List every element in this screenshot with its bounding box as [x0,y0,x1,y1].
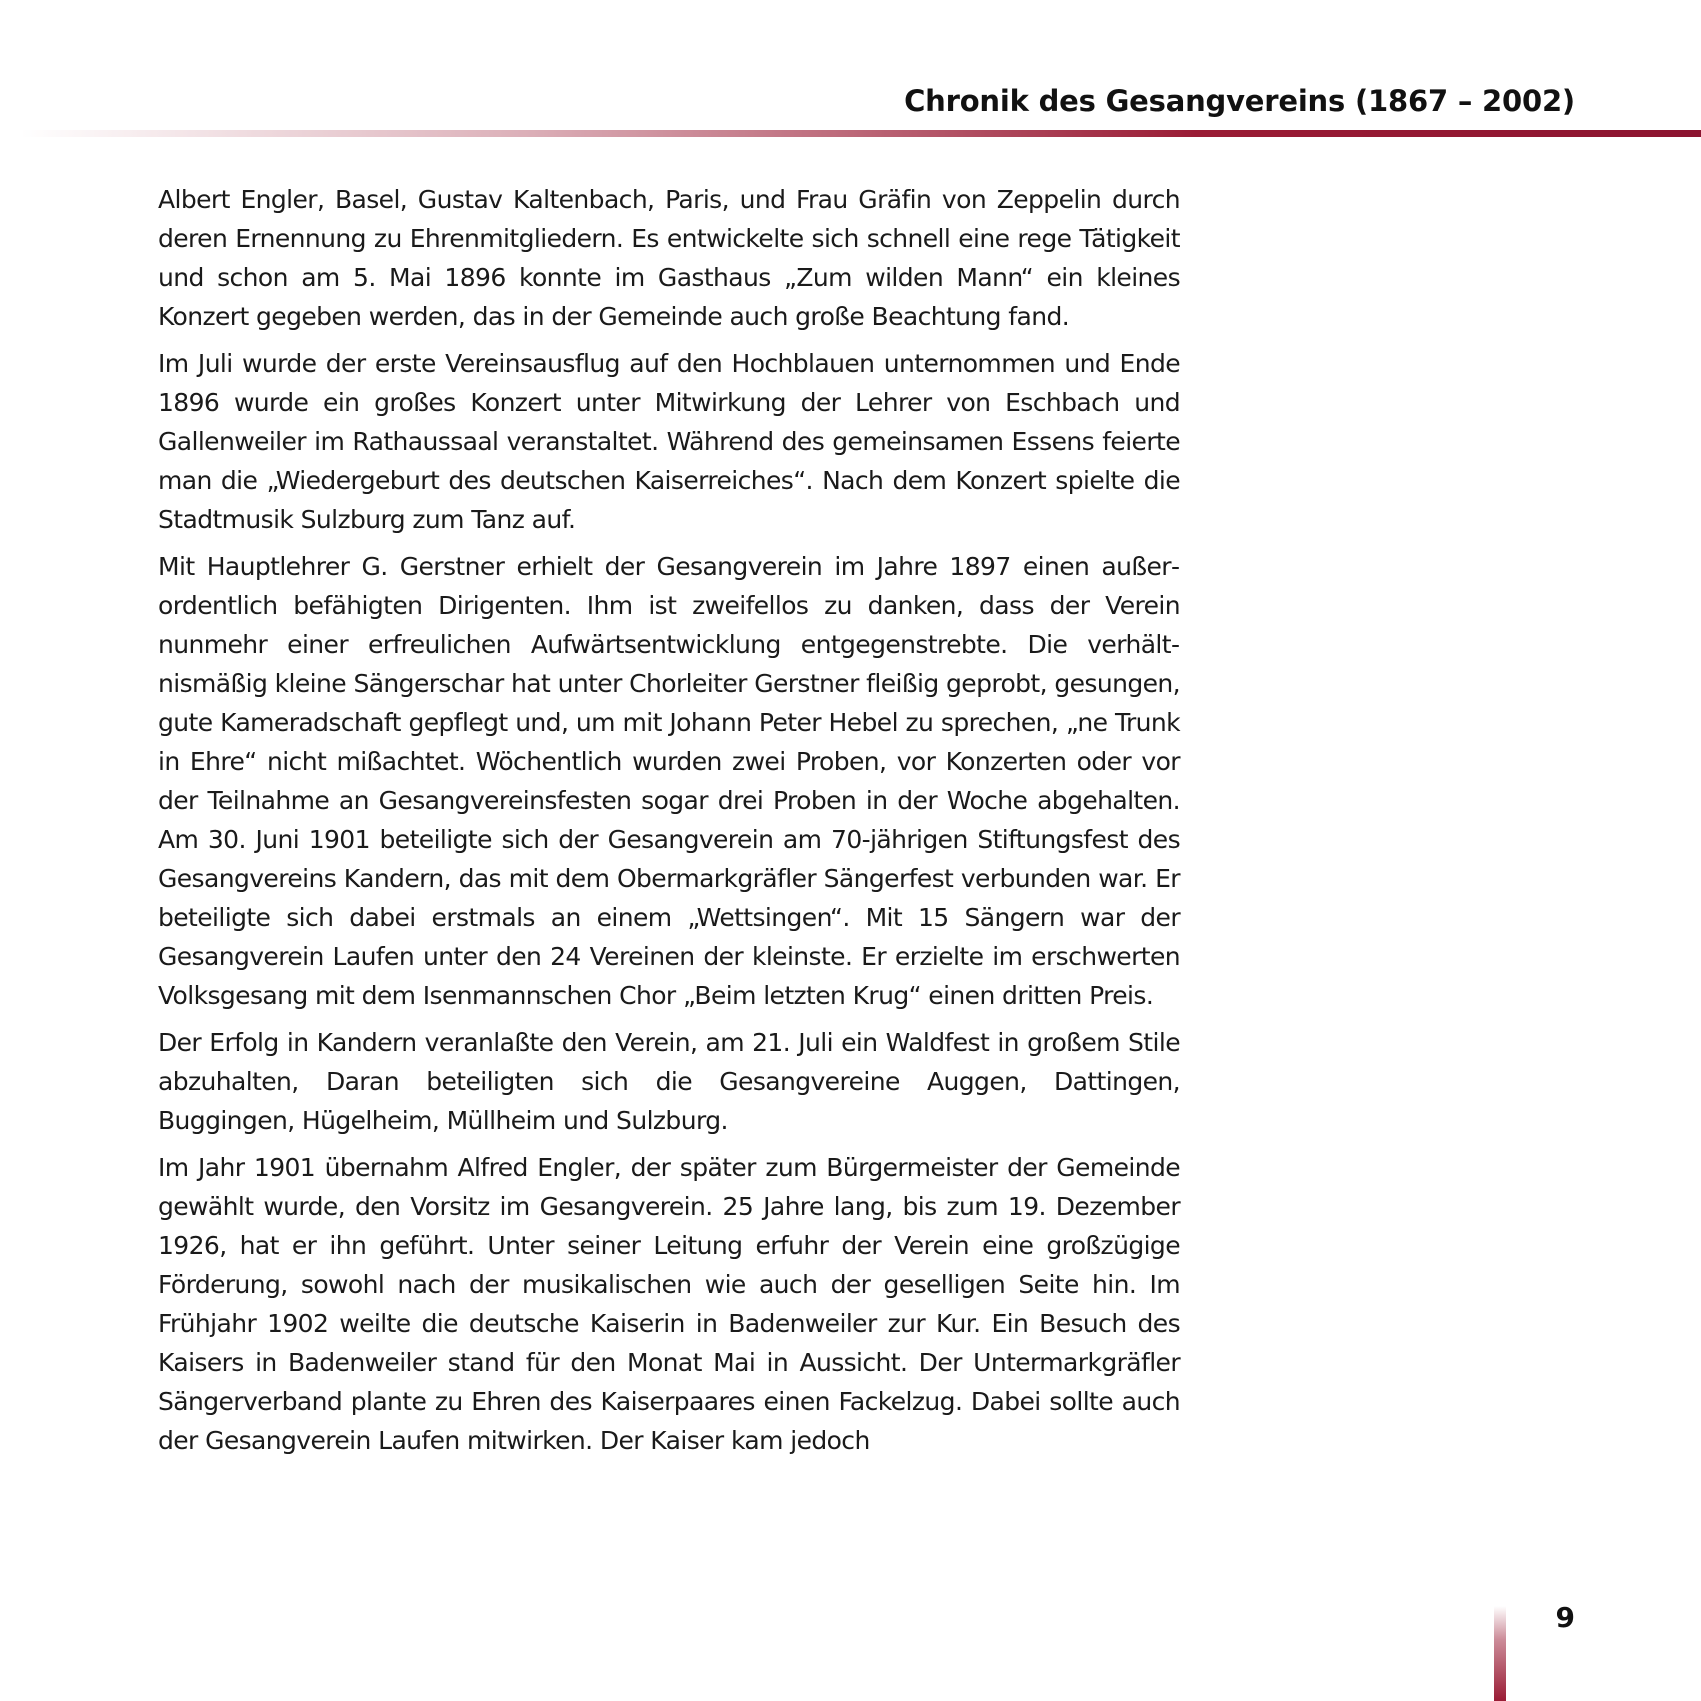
paragraph-1: Albert Engler, Basel, Gustav Kaltenbach, Paris, und Frau Gräfin von Zeppelin durch deren Ernennung zu Ehrenmitgliedern. Es entwickelte sich schnell eine rege Tätigkeit und schon am 5. Mai 1896 konnte im Gasthaus „Zum wilden Mann“ ein kleines Konzert gegeben werden, das in der Gemeinde auch große Beachtung fand. [158,185,1180,331]
paragraph-5: Im Jahr 1901 übernahm Alfred Engler, der später zum Bürgermeister der Gemeinde gewählt wurde, den Vorsitz im Gesangverein. 25 Jahre lang, bis zum 19. Dezember 1926, hat er ihn geführt. Unter seiner Leitung erfuhr der Verein eine großzügige Förderung, sowohl nach der musikalischen wie auch der geselligen Seite hin. Im Frühjahr 1902 weilte die deutsche Kaiserin in Badenweiler zur Kur. Ein Besuch des Kaisers in Badenweiler stand für den Monat Mai in Aussicht. Der Untermarkgräfler Sängerverband plante zu Ehren des Kaiserpaares einen Fackelzug. Dabei sollte auch der Gesangverein Laufen mitwirken. Der Kaiser kam jedoch [158,1153,1180,1455]
body-text [158,180,1180,1468]
page-number: 9 [1555,1601,1575,1634]
page-number-accent-bar [1494,1606,1506,1701]
paragraph-3: Mit Hauptlehrer G. Gerstner erhielt der Gesangverein im Jahre 1897 einen außerordentlich befähigten Dirigenten. Ihm ist zweifellos zu danken, dass der Verein nunmehr einer erfreulichen Aufwärtsentwicklung entgegenstrebte. Die verhältnismäßig kleine Sängerschar hat unter Chorleiter Gerstner fleißig geprobt, gesungen, gute Kameradschaft gepflegt und, um mit Johann Peter Hebel zu sprechen, „ne Trunk in Ehre“ nicht mißachtet. Wöchentlich wurden zwei Proben, vor Konzerten oder vor der Teilnahme an Gesangvereinsfesten sogar drei Proben in der Woche abgehalten. Am 30. Juni 1901 beteiligte sich der Gesangverein am 70-jährigen Stiftungsfest des Gesangvereins Kandern, das mit dem Obermarkgräfler Sängerfest verbunden war. Er beteiligte sich dabei erstmals an einem „Wettsingen“. Mit 15 Sängern war der Gesangverein Laufen unter den 24 Vereinen der kleinste. Er erzielte im erschwerten Volksgesang mit dem Isenmannschen Chor „Beim letzten Krug“ einen dritten Preis. [158,552,1180,1010]
paragraph-2: Im Juli wurde der erste Vereinsausflug auf den Hochblauen unternommen und Ende 1896 wurde ein großes Konzert unter Mitwirkung der Lehrer von Eschbach und Gallenweiler im Rathaussaal veranstaltet. Während des gemeinsamen Essens feierte man die „Wiedergeburt des deutschen Kaiserreiches“. Nach dem Konzert spielte die Stadtmusik Sulzburg zum Tanz auf. [158,349,1180,534]
paragraph-4: Der Erfolg in Kandern veranlaßte den Verein, am 21. Juli ein Waldfest in großem Stile abzuhalten, Daran beteiligten sich die Gesangvereine Auggen, Dattingen, Buggingen, Hügelheim, Müllheim und Sulzburg. [158,1028,1180,1135]
header-divider [20,130,1701,137]
page-header-title: Chronik des Gesangvereins (1867 – 2002) [904,84,1575,118]
